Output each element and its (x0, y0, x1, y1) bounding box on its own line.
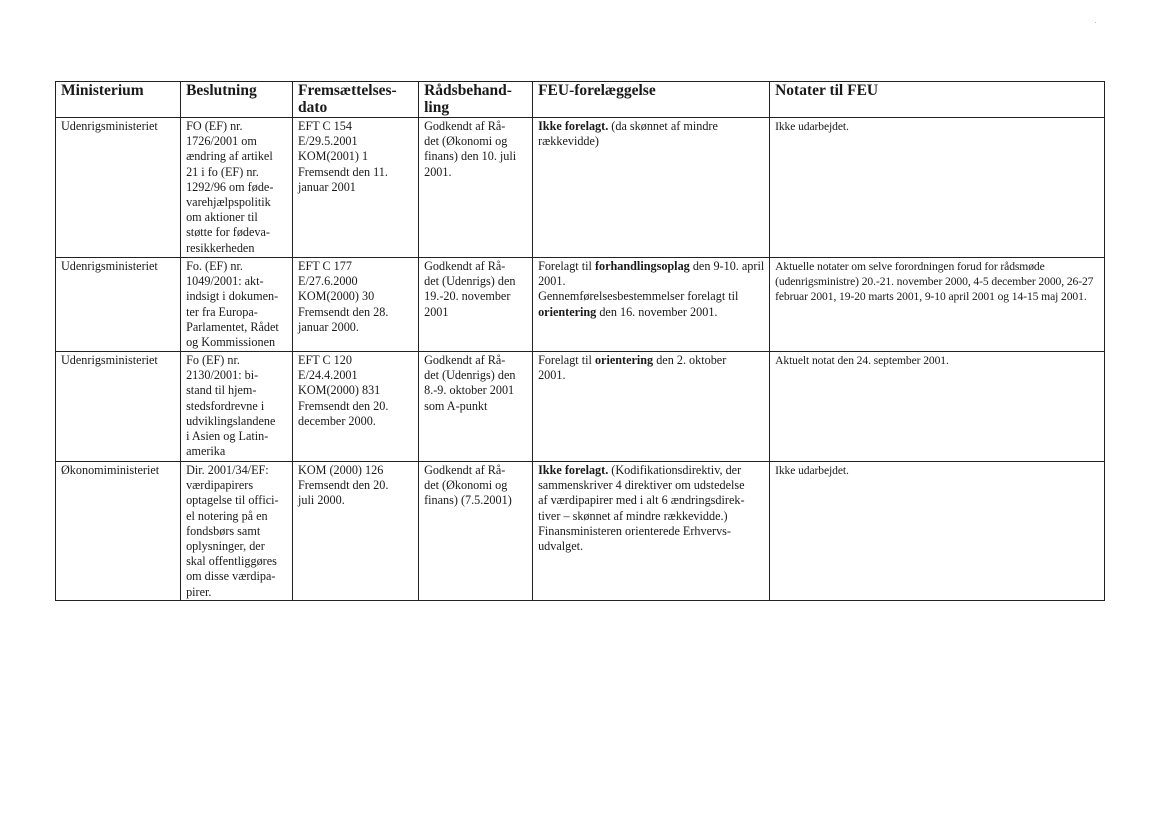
feu-text-part1: Forelagt til (538, 259, 595, 273)
cell-notater: Aktuelle notater om selve forordningen forud for rådsmøde (udenrigsministre) 20.-21. november 2000, 4-5 december 2000, 26-27 februar 2001, 19-20 marts 2001, 9-10 april 2001 og 14-15 maj 2001. (770, 258, 1105, 352)
feu-text-part1: Forelagt til (538, 353, 595, 367)
header-ministerium: Ministerium (56, 82, 181, 118)
feu-bold-orientering: orientering (538, 304, 597, 319)
cell-feu-forelaeggelse (533, 352, 770, 462)
scan-speck (1095, 22, 1096, 23)
feu-text-part2: den 9-10. april 2001. Gennemførelsesbestemmelser forelagt til (538, 259, 765, 304)
feu-status-bold: Ikke forelagt. (538, 463, 609, 477)
cell-beslutning: Fo (EF) nr. 2130/2001: bi- stand til hjem- stedsfordrevne i udviklingslandene i Asien og Latin- amerika (181, 352, 293, 462)
table-header-row (56, 82, 1105, 118)
cell-fremsaettelsesdato: EFT C 154 E/29.5.2001 KOM(2001) 1 Fremsendt den 11. januar 2001 (293, 118, 419, 258)
header-feu-forelaeggelse: FEU-forelæggelse (533, 82, 770, 118)
cell-radsbehandling: Godkendt af Rå- det (Økonomi og finans) den 10. juli 2001. (419, 118, 533, 258)
feu-overview-table (55, 81, 1105, 601)
header-radsbehandling: Rådsbehand- ling (419, 82, 533, 118)
feu-text-part3: den 16. november 2001. (596, 304, 718, 319)
cell-feu-forelaeggelse (533, 462, 770, 601)
cell-ministerium: Udenrigsministeriet (56, 118, 181, 258)
cell-beslutning: Dir. 2001/34/EF: værdipapirers optagelse til offici- el notering på en fondsbørs samt oplysninger, der skal offentliggøres om disse værdipa- pirer. (181, 462, 293, 601)
cell-radsbehandling: Godkendt af Rå- det (Økonomi og finans) (7.5.2001) (419, 462, 533, 601)
cell-beslutning: FO (EF) nr. 1726/2001 om ændring af artikel 21 i fo (EF) nr. 1292/96 om føde- varehjælpspolitik om aktioner til støtte for fødeva- resikkerheden (181, 118, 293, 258)
cell-feu-forelaeggelse (533, 258, 770, 352)
table-row (56, 462, 1105, 601)
header-fremsaettelsesdato: Fremsættelses- dato (293, 82, 419, 118)
header-notater-til-feu: Notater til FEU (770, 82, 1105, 118)
cell-ministerium: Økonomiministeriet (56, 462, 181, 601)
cell-fremsaettelsesdato: KOM (2000) 126 Fremsendt den 20. juli 2000. (293, 462, 419, 601)
cell-radsbehandling: Godkendt af Rå- det (Udenrigs) den 19.-20. november 2001 (419, 258, 533, 352)
table-row (56, 258, 1105, 352)
feu-status-text: (da skønnet af mindre rækkevidde) (538, 119, 718, 149)
feu-bold-orientering: orientering (594, 353, 654, 367)
feu-bold-forhandlingsoplag: forhandlingsoplag (594, 259, 690, 273)
feu-status-bold: Ikke forelagt. (538, 119, 609, 133)
cell-notater: Ikke udarbejdet. (770, 462, 1105, 601)
cell-notater: Ikke udarbejdet. (770, 118, 1105, 258)
cell-ministerium: Udenrigsministeriet (56, 258, 181, 352)
cell-feu-forelaeggelse (533, 118, 770, 258)
cell-ministerium: Udenrigsministeriet (56, 352, 181, 462)
cell-radsbehandling: Godkendt af Rå- det (Udenrigs) den 8.-9. oktober 2001 som A-punkt (419, 352, 533, 462)
cell-fremsaettelsesdato: EFT C 120 E/24.4.2001 KOM(2000) 831 Fremsendt den 20. december 2000. (293, 352, 419, 462)
cell-beslutning: Fo. (EF) nr. 1049/2001: akt- indsigt i dokumen- ter fra Europa- Parlamentet, Rådet og Kommissionen (181, 258, 293, 352)
cell-notater: Aktuelt notat den 24. september 2001. (770, 352, 1105, 462)
table-row (56, 118, 1105, 258)
feu-status-text: (Kodifikationsdirektiv, der sammenskriver 4 direktiver om udstedelse af værdipapirer med i alt 6 ændringsdirek- tiver – skønnet af mindre rækkevidde.) Finansministeren orienterede Erhvervs- udvalget. (538, 463, 745, 554)
cell-fremsaettelsesdato: EFT C 177 E/27.6.2000 KOM(2000) 30 Fremsendt den 28. januar 2000. (293, 258, 419, 352)
feu-text-part2: den 2. oktober 2001. (538, 353, 727, 383)
table-row (56, 352, 1105, 462)
header-beslutning: Beslutning (181, 82, 293, 118)
